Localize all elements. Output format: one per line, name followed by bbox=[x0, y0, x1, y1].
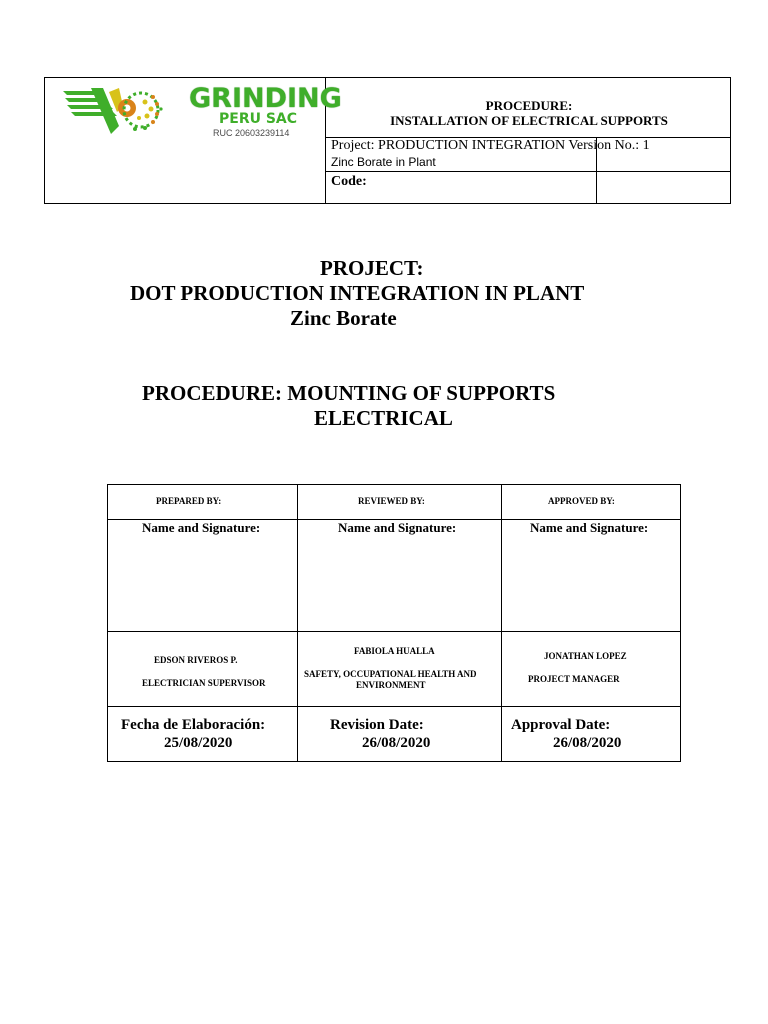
table-divider bbox=[501, 485, 502, 761]
prepared-by-header: PREPARED BY: bbox=[156, 496, 222, 506]
header-procedure-title bbox=[326, 98, 732, 128]
approver-name: JONATHAN LOPEZ bbox=[544, 651, 627, 661]
logo-wordmark: GRINDING bbox=[189, 83, 342, 114]
elaboration-date-value: 25/08/2020 bbox=[164, 735, 233, 751]
approved-by-header: APPROVED BY: bbox=[548, 496, 615, 506]
revision-date-label: Revision Date: bbox=[330, 717, 424, 733]
header-procedure-name: INSTALLATION OF ELECTRICAL SUPPORTS bbox=[390, 113, 668, 128]
company-logo bbox=[61, 82, 342, 142]
approved-name-signature-label: Name and Signature: bbox=[530, 520, 649, 535]
project-label: PROJECT: bbox=[320, 256, 424, 280]
preparer-position: ELECTRICIAN SUPERVISOR bbox=[142, 678, 266, 688]
reviewer-position-line2: ENVIRONMENT bbox=[356, 680, 426, 690]
table-divider bbox=[108, 706, 680, 707]
revision-date-value: 26/08/2020 bbox=[362, 735, 431, 751]
prepared-name-signature-label: Name and Signature: bbox=[142, 520, 261, 535]
reviewer-name: FABIOLA HUALLA bbox=[354, 646, 435, 656]
header-divider bbox=[325, 171, 730, 172]
elaboration-date-label: Fecha de Elaboración: bbox=[121, 717, 266, 733]
project-name: DOT PRODUCTION INTEGRATION IN PLANT bbox=[130, 281, 585, 305]
logo-ruc: RUC 20603239114 bbox=[213, 128, 290, 138]
procedure-title-line1: PROCEDURE: MOUNTING OF SUPPORTS bbox=[142, 381, 556, 405]
document-header-table bbox=[44, 77, 731, 204]
logo-subtitle: PERU SAC bbox=[219, 111, 298, 127]
reviewer-position-line1: SAFETY, OCCUPATIONAL HEALTH AND bbox=[304, 669, 477, 679]
header-code-label: Code: bbox=[331, 174, 367, 189]
signature-table bbox=[107, 484, 681, 762]
reviewed-name-signature-label: Name and Signature: bbox=[338, 520, 457, 535]
table-divider bbox=[108, 631, 680, 632]
table-divider bbox=[297, 485, 298, 761]
procedure-title-line2: ELECTRICAL bbox=[314, 406, 453, 430]
approver-position: PROJECT MANAGER bbox=[528, 674, 620, 684]
reviewed-by-header: REVIEWED BY: bbox=[358, 496, 425, 506]
header-project-line: Project: PRODUCTION INTEGRATION Version No.: 1 bbox=[331, 138, 650, 153]
header-project-sub: Zinc Borate in Plant bbox=[331, 155, 436, 169]
approval-date-label: Approval Date: bbox=[511, 717, 611, 733]
header-procedure-label: PROCEDURE: bbox=[485, 98, 573, 113]
preparer-name: EDSON RIVEROS P. bbox=[154, 655, 238, 665]
logo-mark-icon bbox=[61, 82, 189, 142]
project-subtitle: Zinc Borate bbox=[290, 306, 397, 330]
approval-date-value: 26/08/2020 bbox=[553, 735, 622, 751]
